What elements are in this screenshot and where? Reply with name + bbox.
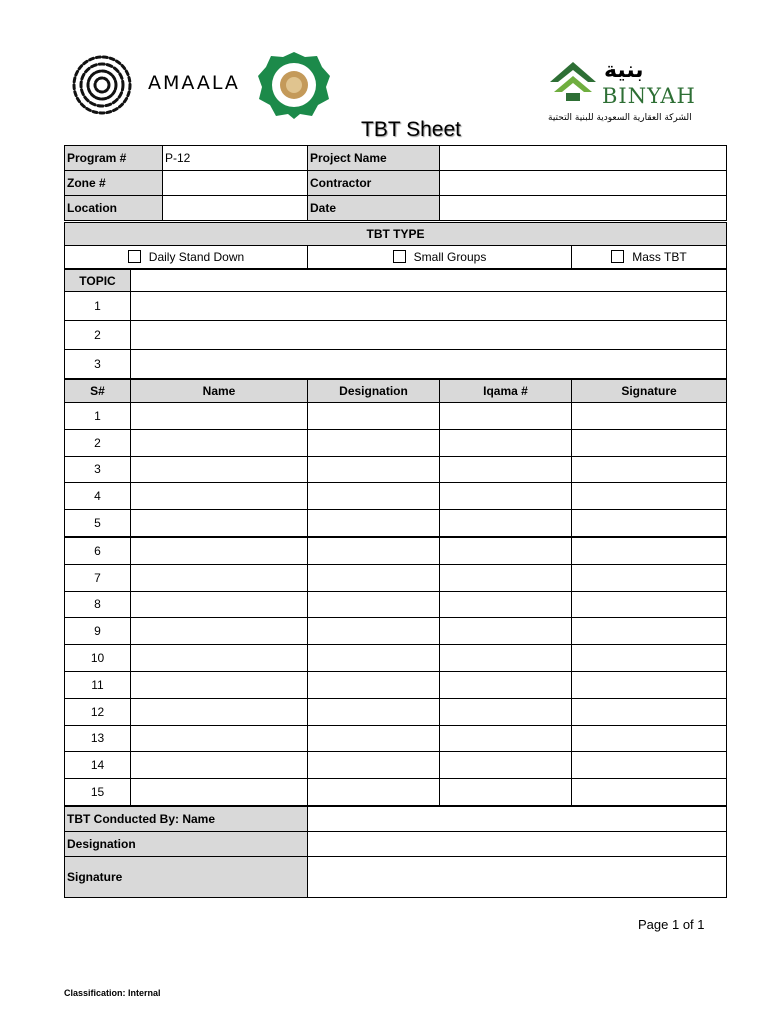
designation-cell[interactable] [308,698,440,725]
row-number: 1 [65,403,131,430]
designation-cell[interactable] [308,591,440,618]
checkbox-daily-stand-down[interactable] [128,250,141,263]
location-label: Location [65,196,163,221]
location-field[interactable] [163,196,308,221]
project-info-table [64,145,727,221]
option-mass-tbt[interactable] [572,246,727,269]
table-row [65,698,727,725]
designation-cell[interactable] [308,510,440,537]
iqama-cell[interactable] [440,403,572,430]
amaala-logo-mark [66,52,138,118]
signature-cell[interactable] [572,456,727,483]
contractor-label: Contractor [308,171,440,196]
topic-label: TOPIC [65,270,131,292]
row-number: 14 [65,752,131,779]
signature-cell[interactable] [572,725,727,752]
designation-cell[interactable] [308,456,440,483]
iqama-cell[interactable] [440,698,572,725]
program-label: Program # [65,146,163,171]
row-number: 13 [65,725,131,752]
name-cell[interactable] [131,456,308,483]
row-number: 2 [65,429,131,456]
iqama-cell[interactable] [440,725,572,752]
zone-label: Zone # [65,171,163,196]
designation-cell[interactable] [308,618,440,645]
name-cell[interactable] [131,779,308,806]
row-number: 3 [65,456,131,483]
signature-cell[interactable] [572,403,727,430]
zone-field[interactable] [163,171,308,196]
page-number: Page 1 of 1 [638,917,705,932]
signature-cell[interactable] [572,779,727,806]
row-number: 12 [65,698,131,725]
binyah-arabic-name: بنية [604,58,644,83]
iqama-cell[interactable] [440,645,572,672]
iqama-cell[interactable] [440,591,572,618]
option-daily-stand-down[interactable] [65,246,308,269]
iqama-cell[interactable] [440,618,572,645]
signature-cell[interactable] [572,698,727,725]
row-number: 6 [65,537,131,564]
sheet-title [0,118,768,142]
table-row [65,752,727,779]
col-header-iqama: Iqama # [440,380,572,403]
sheet-title-text: TBT Sheet [361,118,461,141]
designation-cell[interactable] [308,779,440,806]
iqama-cell[interactable] [440,537,572,564]
checkbox-mass-tbt[interactable] [611,250,624,263]
conductor-designation-field[interactable] [308,832,727,857]
iqama-cell[interactable] [440,671,572,698]
table-row [65,456,727,483]
checkbox-small-groups[interactable] [393,250,406,263]
conductor-signature-label: Signature [65,857,308,898]
name-cell[interactable] [131,510,308,537]
row-number: 4 [65,483,131,510]
topic-table [64,269,727,379]
conductor-designation-label: Designation [65,832,308,857]
row-number: 9 [65,618,131,645]
classification-label: Classification: Internal [64,988,161,998]
designation-cell[interactable] [308,671,440,698]
name-cell[interactable] [131,591,308,618]
tbt-type-table [64,222,727,269]
conducted-by-table [64,806,727,898]
col-header-name: Name [131,380,308,403]
table-row [65,429,727,456]
row-number: 11 [65,671,131,698]
table-row [65,483,727,510]
col-header-serial: S# [65,380,131,403]
signature-cell[interactable] [572,537,727,564]
topic-field-2[interactable] [131,321,727,350]
signature-cell[interactable] [572,510,727,537]
row-number: 8 [65,591,131,618]
iqama-cell[interactable] [440,752,572,779]
iqama-cell[interactable] [440,429,572,456]
signature-cell[interactable] [572,671,727,698]
conducted-by-name-field[interactable] [308,807,727,832]
table-row [65,403,727,430]
name-cell[interactable] [131,752,308,779]
designation-cell[interactable] [308,645,440,672]
project-name-label: Project Name [308,146,440,171]
option-small-groups[interactable] [308,246,572,269]
row-number: 10 [65,645,131,672]
table-row [65,510,727,537]
signature-cell[interactable] [572,483,727,510]
designation-cell[interactable] [308,537,440,564]
name-cell[interactable] [131,645,308,672]
iqama-cell[interactable] [440,779,572,806]
option-label: Mass TBT [632,250,687,264]
attendance-table [64,379,727,806]
designation-cell[interactable] [308,725,440,752]
row-number: 5 [65,510,131,537]
option-label: Daily Stand Down [148,250,245,264]
iqama-cell[interactable] [440,483,572,510]
option-label: Small Groups [413,250,487,264]
signature-cell[interactable] [572,752,727,779]
topic-row-number: 2 [65,321,131,350]
table-row [65,591,727,618]
conductor-signature-field[interactable] [308,857,727,898]
col-header-signature: Signature [572,380,727,403]
topic-header-field[interactable] [131,270,727,292]
designation-cell[interactable] [308,752,440,779]
program-field[interactable]: P-12 [163,146,308,171]
designation-cell[interactable] [308,483,440,510]
name-cell[interactable] [131,564,308,591]
name-cell[interactable] [131,698,308,725]
attendance-rows [65,403,727,806]
name-cell[interactable] [131,725,308,752]
designation-cell[interactable] [308,564,440,591]
safer-together-seal [256,50,332,120]
binyah-latin-name: BINYAH [602,84,696,108]
binyah-subtitle: الشركة العقارية السعودية للبنية التحتية [548,113,692,123]
name-cell[interactable] [131,403,308,430]
iqama-cell[interactable] [440,564,572,591]
iqama-cell[interactable] [440,456,572,483]
col-header-designation: Designation [308,380,440,403]
signature-cell[interactable] [572,429,727,456]
topic-field-1[interactable] [131,292,727,321]
name-cell[interactable] [131,537,308,564]
topic-row-number: 1 [65,292,131,321]
signature-cell[interactable] [572,645,727,672]
iqama-cell[interactable] [440,510,572,537]
row-number: 7 [65,564,131,591]
designation-cell[interactable] [308,429,440,456]
date-label: Date [308,196,440,221]
table-row [65,618,727,645]
binyah-house-icon [548,60,598,104]
table-row [65,671,727,698]
conducted-by-label: TBT Conducted By: Name [65,807,308,832]
row-number: 15 [65,779,131,806]
name-cell[interactable] [131,483,308,510]
table-row [65,779,727,806]
signature-cell[interactable] [572,618,727,645]
table-row [65,537,727,564]
date-field[interactable] [440,196,727,221]
table-row [65,564,727,591]
table-row [65,645,727,672]
name-cell[interactable] [131,618,308,645]
contractor-field[interactable] [440,171,727,196]
amaala-wordmark: AMAALA [148,72,240,94]
table-row [65,725,727,752]
topic-field-3[interactable] [131,350,727,379]
project-name-field[interactable] [440,146,727,171]
tbt-type-heading: TBT TYPE [65,223,727,246]
topic-row-number: 3 [65,350,131,379]
name-cell[interactable] [131,429,308,456]
signature-cell[interactable] [572,591,727,618]
name-cell[interactable] [131,671,308,698]
signature-cell[interactable] [572,564,727,591]
designation-cell[interactable] [308,403,440,430]
